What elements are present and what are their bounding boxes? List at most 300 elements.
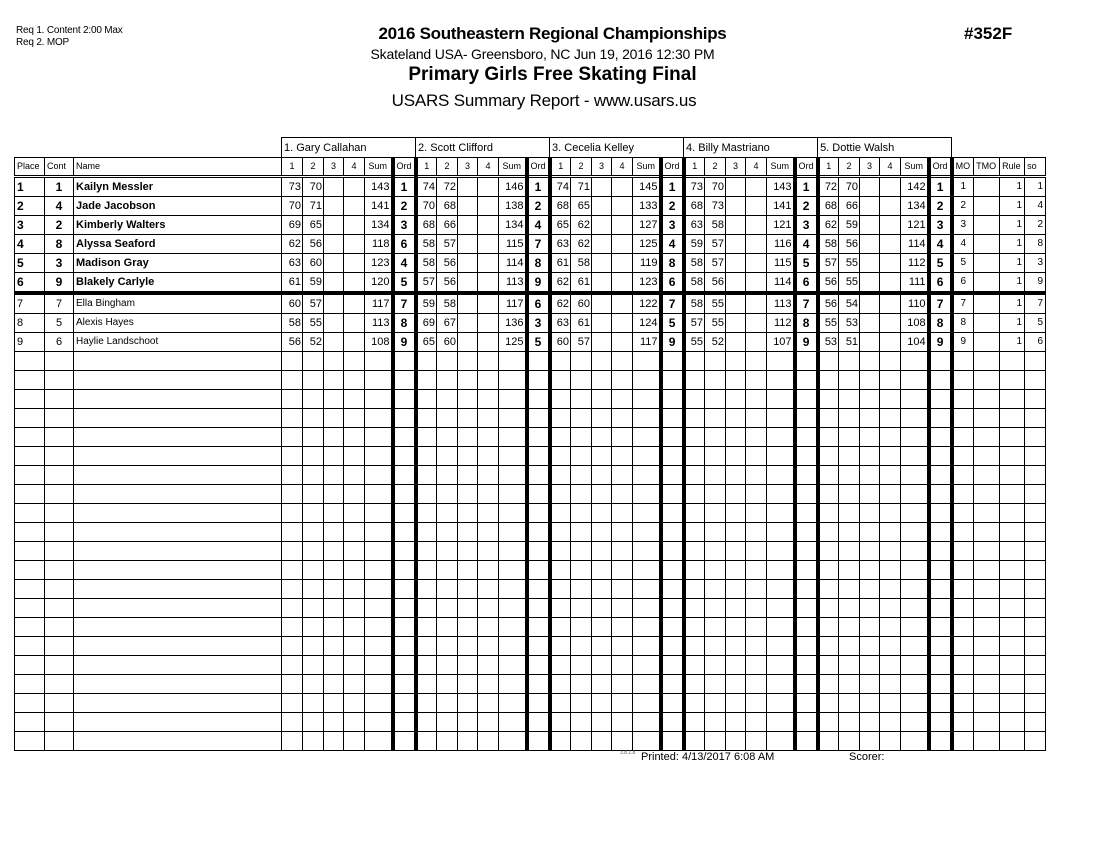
empty-cell <box>705 580 726 599</box>
empty-cell <box>571 637 592 656</box>
score-cell <box>880 293 901 314</box>
empty-cell <box>393 561 416 580</box>
sum-cell: 143 <box>767 177 795 197</box>
empty-cell <box>633 580 661 599</box>
score-cell: 58 <box>437 293 458 314</box>
empty-cell <box>499 599 527 618</box>
mo-cell: 9 <box>952 333 974 352</box>
empty-cell <box>592 694 612 713</box>
sum-cell: 117 <box>365 293 393 314</box>
empty-cell <box>705 428 726 447</box>
score-cell: 52 <box>705 333 726 352</box>
empty-cell <box>726 390 746 409</box>
empty-cell <box>324 352 344 371</box>
empty-cell <box>746 523 767 542</box>
empty-cell <box>365 371 393 390</box>
empty-cell <box>45 580 74 599</box>
empty-cell <box>437 390 458 409</box>
empty-cell <box>74 485 282 504</box>
score-cell <box>478 273 499 294</box>
empty-cell <box>571 428 592 447</box>
score-cell: 57 <box>705 254 726 273</box>
empty-cell <box>860 390 880 409</box>
empty-cell <box>15 390 45 409</box>
score-cell <box>324 177 344 197</box>
empty-cell <box>767 409 795 428</box>
sum-cell: 115 <box>767 254 795 273</box>
so-cell: 8 <box>1025 235 1046 254</box>
empty-cell <box>795 542 818 561</box>
score-cell <box>860 314 880 333</box>
empty-cell <box>15 428 45 447</box>
score-cell: 65 <box>416 333 437 352</box>
empty-cell <box>1000 675 1025 694</box>
empty-cell <box>571 466 592 485</box>
printed-timestamp: Printed: 4/13/2017 6:08 AM <box>641 751 775 763</box>
empty-cell <box>458 428 478 447</box>
score-cell <box>860 273 880 294</box>
empty-cell <box>437 485 458 504</box>
empty-cell <box>612 675 633 694</box>
empty-cell <box>705 656 726 675</box>
empty-cell <box>1000 504 1025 523</box>
mo-cell: 5 <box>952 254 974 273</box>
header-judge-4-col-3: 4 <box>746 158 767 177</box>
empty-cell <box>282 542 303 561</box>
score-cell <box>860 177 880 197</box>
empty-cell <box>974 599 1000 618</box>
empty-cell <box>818 542 839 561</box>
empty-cell <box>74 618 282 637</box>
cont-cell: 9 <box>45 273 74 294</box>
empty-cell <box>499 447 527 466</box>
score-cell <box>324 293 344 314</box>
ordinal-cell: 3 <box>393 216 416 235</box>
empty-cell <box>684 466 705 485</box>
ordinal-cell: 8 <box>393 314 416 333</box>
empty-cell <box>839 713 860 732</box>
empty-cell <box>45 694 74 713</box>
empty-cell <box>282 618 303 637</box>
score-cell: 55 <box>839 254 860 273</box>
empty-cell <box>592 466 612 485</box>
empty-cell <box>499 561 527 580</box>
empty-cell <box>365 656 393 675</box>
score-cell: 60 <box>550 333 571 352</box>
empty-cell <box>880 561 901 580</box>
empty-cell <box>365 523 393 542</box>
empty-cell <box>303 713 324 732</box>
empty-cell <box>1025 580 1046 599</box>
empty-cell <box>612 390 633 409</box>
empty-cell <box>458 637 478 656</box>
empty-cell <box>527 409 550 428</box>
empty-cell <box>661 694 684 713</box>
empty-cell <box>818 561 839 580</box>
empty-cell <box>839 732 860 751</box>
empty-cell <box>746 371 767 390</box>
sum-cell: 120 <box>365 273 393 294</box>
score-cell: 71 <box>303 197 324 216</box>
empty-cell <box>15 485 45 504</box>
software-version: 3.8.1.8 <box>620 750 636 756</box>
table-row <box>15 197 1046 216</box>
empty-cell <box>437 713 458 732</box>
score-cell: 62 <box>571 235 592 254</box>
empty-cell <box>437 732 458 751</box>
empty-cell <box>282 713 303 732</box>
empty-cell <box>880 694 901 713</box>
ordinal-cell: 6 <box>795 273 818 294</box>
empty-cell <box>393 732 416 751</box>
score-cell <box>324 254 344 273</box>
empty-cell <box>15 409 45 428</box>
empty-cell <box>795 428 818 447</box>
ordinal-cell: 6 <box>527 293 550 314</box>
mo-cell: 1 <box>952 177 974 197</box>
score-cell: 58 <box>571 254 592 273</box>
empty-cell <box>1000 542 1025 561</box>
empty-cell <box>684 675 705 694</box>
empty-cell <box>612 732 633 751</box>
empty-cell <box>880 409 901 428</box>
empty-cell <box>365 599 393 618</box>
so-cell: 9 <box>1025 273 1046 294</box>
tmo-cell <box>974 216 1000 235</box>
empty-cell <box>1000 618 1025 637</box>
place-cell: 2 <box>15 197 45 216</box>
empty-cell <box>282 428 303 447</box>
empty-cell <box>929 637 952 656</box>
empty-cell <box>437 371 458 390</box>
score-cell <box>880 314 901 333</box>
empty-cell <box>45 466 74 485</box>
empty-cell <box>416 390 437 409</box>
empty-cell <box>839 409 860 428</box>
empty-cell <box>458 732 478 751</box>
empty-cell <box>1025 713 1046 732</box>
score-cell <box>344 197 365 216</box>
score-cell <box>324 333 344 352</box>
empty-cell <box>527 599 550 618</box>
score-cell <box>324 273 344 294</box>
empty-cell <box>478 656 499 675</box>
empty-cell <box>952 390 974 409</box>
empty-cell <box>393 542 416 561</box>
ordinal-cell: 6 <box>393 235 416 254</box>
cont-cell: 4 <box>45 197 74 216</box>
empty-cell <box>661 675 684 694</box>
score-cell: 68 <box>818 197 839 216</box>
place-cell: 6 <box>15 273 45 294</box>
empty-cell <box>746 656 767 675</box>
empty-cell <box>929 523 952 542</box>
score-cell: 69 <box>282 216 303 235</box>
empty-cell <box>705 637 726 656</box>
empty-cell <box>478 409 499 428</box>
empty-cell <box>746 561 767 580</box>
empty-cell <box>478 371 499 390</box>
score-cell: 62 <box>550 273 571 294</box>
empty-cell <box>550 561 571 580</box>
ordinal-cell: 9 <box>393 333 416 352</box>
empty-cell <box>1000 561 1025 580</box>
empty-cell <box>726 713 746 732</box>
empty-cell <box>746 580 767 599</box>
ordinal-cell: 1 <box>929 177 952 197</box>
empty-cell <box>74 447 282 466</box>
empty-cell <box>839 390 860 409</box>
empty-cell <box>74 542 282 561</box>
empty-cell <box>746 485 767 504</box>
place-cell: 1 <box>15 177 45 197</box>
empty-cell <box>550 732 571 751</box>
empty-cell <box>1025 542 1046 561</box>
sum-cell: 134 <box>901 197 929 216</box>
empty-cell <box>860 542 880 561</box>
score-cell: 58 <box>282 314 303 333</box>
empty-cell <box>393 618 416 637</box>
empty-cell <box>15 447 45 466</box>
ordinal-cell: 5 <box>661 314 684 333</box>
score-cell <box>612 197 633 216</box>
empty-cell <box>684 732 705 751</box>
empty-cell <box>550 542 571 561</box>
mo-cell: 3 <box>952 216 974 235</box>
empty-cell <box>45 732 74 751</box>
empty-cell <box>705 561 726 580</box>
empty-cell <box>592 580 612 599</box>
ordinal-cell: 2 <box>929 197 952 216</box>
empty-cell <box>767 675 795 694</box>
empty-cell <box>839 447 860 466</box>
empty-cell <box>393 409 416 428</box>
empty-cell <box>929 466 952 485</box>
blank-row <box>15 523 1046 542</box>
empty-cell <box>416 675 437 694</box>
empty-cell <box>458 542 478 561</box>
empty-cell <box>726 352 746 371</box>
empty-cell <box>527 447 550 466</box>
score-cell <box>726 314 746 333</box>
sum-cell: 134 <box>365 216 393 235</box>
empty-cell <box>1025 485 1046 504</box>
empty-cell <box>1025 409 1046 428</box>
empty-cell <box>880 504 901 523</box>
sum-cell: 133 <box>633 197 661 216</box>
score-cell <box>880 333 901 352</box>
empty-cell <box>15 732 45 751</box>
empty-cell <box>880 675 901 694</box>
empty-cell <box>499 352 527 371</box>
empty-cell <box>860 561 880 580</box>
score-cell: 62 <box>282 235 303 254</box>
ordinal-cell: 4 <box>795 235 818 254</box>
empty-cell <box>550 352 571 371</box>
empty-cell <box>324 694 344 713</box>
header-judge-2-col-0: 1 <box>416 158 437 177</box>
empty-cell <box>726 504 746 523</box>
empty-cell <box>612 637 633 656</box>
score-cell: 71 <box>571 177 592 197</box>
empty-cell <box>437 675 458 694</box>
empty-cell <box>416 523 437 542</box>
empty-cell <box>74 428 282 447</box>
empty-cell <box>795 523 818 542</box>
empty-cell <box>818 485 839 504</box>
empty-cell <box>303 485 324 504</box>
blank-row <box>15 447 1046 466</box>
empty-cell <box>612 542 633 561</box>
empty-cell <box>684 523 705 542</box>
empty-cell <box>860 409 880 428</box>
empty-cell <box>974 371 1000 390</box>
score-cell: 57 <box>437 235 458 254</box>
empty-cell <box>684 485 705 504</box>
blank-row <box>15 732 1046 751</box>
empty-cell <box>303 523 324 542</box>
cont-cell: 6 <box>45 333 74 352</box>
judge-3-name: 3. Cecelia Kelley <box>550 138 684 158</box>
tmo-cell <box>974 273 1000 294</box>
empty-cell <box>929 561 952 580</box>
skater-name: Blakely Carlyle <box>74 273 282 294</box>
empty-cell <box>661 599 684 618</box>
ordinal-cell: 9 <box>661 333 684 352</box>
empty-cell <box>901 675 929 694</box>
empty-cell <box>795 694 818 713</box>
empty-cell <box>393 504 416 523</box>
header-judge-1-col-5: Ord <box>393 158 416 177</box>
empty-cell <box>795 580 818 599</box>
empty-cell <box>499 637 527 656</box>
score-cell <box>458 314 478 333</box>
empty-cell <box>705 542 726 561</box>
blank-row <box>15 656 1046 675</box>
empty-cell <box>929 713 952 732</box>
empty-cell <box>952 713 974 732</box>
empty-cell <box>458 675 478 694</box>
skater-name: Madison Gray <box>74 254 282 273</box>
empty-cell <box>478 428 499 447</box>
empty-cell <box>458 485 478 504</box>
empty-cell <box>726 618 746 637</box>
tmo-cell <box>974 197 1000 216</box>
score-cell: 73 <box>282 177 303 197</box>
event-number: #352F <box>964 24 1013 43</box>
empty-cell <box>571 732 592 751</box>
score-cell <box>478 216 499 235</box>
empty-cell <box>592 409 612 428</box>
empty-cell <box>416 409 437 428</box>
empty-cell <box>974 352 1000 371</box>
score-cell <box>860 216 880 235</box>
empty-cell <box>1000 428 1025 447</box>
empty-cell <box>726 599 746 618</box>
empty-cell <box>592 618 612 637</box>
score-cell <box>612 254 633 273</box>
empty-cell <box>705 390 726 409</box>
empty-cell <box>860 447 880 466</box>
empty-cell <box>684 371 705 390</box>
empty-cell <box>393 428 416 447</box>
sum-cell: 115 <box>499 235 527 254</box>
empty-cell <box>901 561 929 580</box>
header-mo: MO <box>952 158 974 177</box>
empty-cell <box>818 466 839 485</box>
ordinal-cell: 7 <box>527 235 550 254</box>
score-cell: 58 <box>416 235 437 254</box>
empty-cell <box>901 466 929 485</box>
sum-cell: 124 <box>633 314 661 333</box>
empty-cell <box>527 580 550 599</box>
score-cell: 58 <box>684 293 705 314</box>
empty-cell <box>571 580 592 599</box>
empty-cell <box>550 580 571 599</box>
empty-cell <box>344 675 365 694</box>
results-table <box>14 137 1046 751</box>
empty-cell <box>282 371 303 390</box>
empty-cell <box>1000 352 1025 371</box>
empty-cell <box>1000 409 1025 428</box>
empty-cell <box>746 466 767 485</box>
empty-cell <box>705 694 726 713</box>
scorer-label: Scorer: <box>849 751 885 763</box>
empty-cell <box>571 675 592 694</box>
score-cell: 57 <box>684 314 705 333</box>
empty-cell <box>550 428 571 447</box>
empty-cell <box>1000 732 1025 751</box>
score-cell <box>324 197 344 216</box>
score-cell <box>458 293 478 314</box>
empty-cell <box>661 618 684 637</box>
score-cell: 59 <box>684 235 705 254</box>
empty-cell <box>767 504 795 523</box>
empty-cell <box>726 523 746 542</box>
empty-cell <box>612 504 633 523</box>
empty-cell <box>839 675 860 694</box>
empty-cell <box>527 485 550 504</box>
empty-cell <box>1025 466 1046 485</box>
score-cell <box>478 177 499 197</box>
empty-cell <box>767 713 795 732</box>
score-cell: 62 <box>550 293 571 314</box>
sum-cell: 113 <box>767 293 795 314</box>
score-cell <box>592 197 612 216</box>
empty-cell <box>818 447 839 466</box>
empty-cell <box>393 352 416 371</box>
tmo-cell <box>974 254 1000 273</box>
empty-cell <box>612 523 633 542</box>
score-cell: 72 <box>818 177 839 197</box>
score-cell <box>726 273 746 294</box>
empty-cell <box>282 409 303 428</box>
score-cell: 58 <box>818 235 839 254</box>
empty-cell <box>527 637 550 656</box>
score-cell <box>344 216 365 235</box>
empty-cell <box>478 523 499 542</box>
empty-cell <box>901 447 929 466</box>
empty-cell <box>458 523 478 542</box>
skater-name: Kimberly Walters <box>74 216 282 235</box>
empty-cell <box>974 732 1000 751</box>
competition-location: Skateland USA- Greensboro, NC Jun 19, 2016 12:30 PM <box>370 46 715 62</box>
empty-cell <box>303 466 324 485</box>
cont-cell: 8 <box>45 235 74 254</box>
empty-cell <box>592 390 612 409</box>
empty-cell <box>15 580 45 599</box>
empty-cell <box>818 523 839 542</box>
